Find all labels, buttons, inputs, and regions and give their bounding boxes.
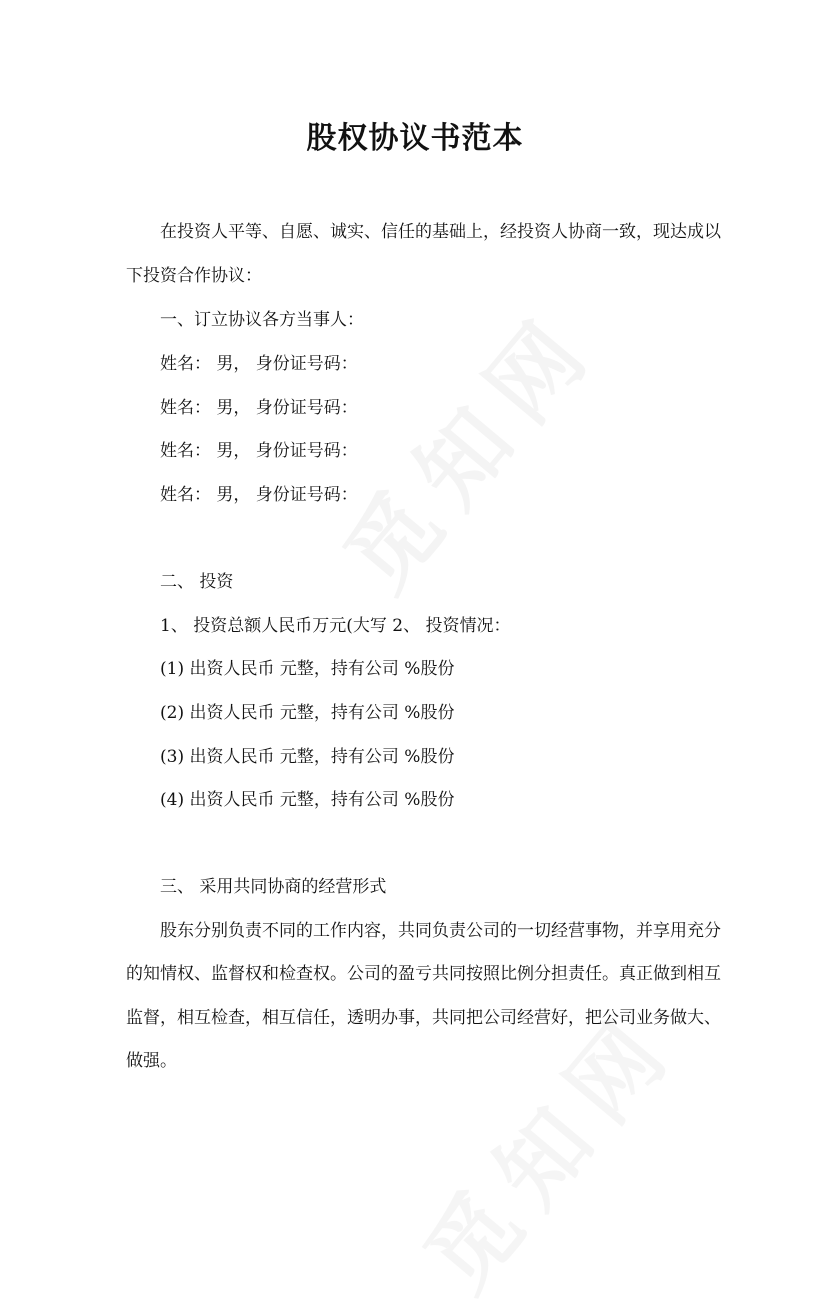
investment-line: 1、 投资总额人民币万元(大写 2、 投资情况： bbox=[160, 616, 511, 636]
party-line: 姓名： 男， 身份证号码： bbox=[160, 354, 358, 374]
section3-line-2: 的知情权、监督权和检查权。公司的盈亏共同按照比例分担责任。真正做到相互 bbox=[126, 964, 721, 984]
document-title: 股权协议书范本 bbox=[306, 121, 524, 156]
party-line: 姓名： 男， 身份证号码： bbox=[160, 485, 358, 505]
section2-heading: 二、 投资 bbox=[160, 572, 234, 592]
investor-line: (1) 出资人民币 元整，持有公司 %股份 bbox=[160, 659, 455, 679]
investor-line: (2) 出资人民币 元整，持有公司 %股份 bbox=[160, 703, 455, 723]
section3-heading: 三、 采用共同协商的经营形式 bbox=[160, 877, 387, 897]
section1-heading: 一、订立协议各方当事人： bbox=[160, 310, 364, 330]
section3-line-1: 股东分别负责不同的工作内容，共同负责公司的一切经营事物，并享用充分 bbox=[160, 921, 721, 941]
investor-line: (3) 出资人民币 元整，持有公司 %股份 bbox=[160, 747, 455, 767]
section3-line-3: 监督，相互检查，相互信任，透明办事，共同把公司经营好，把公司业务做大、 bbox=[126, 1008, 721, 1028]
intro-line-2: 下投资合作协议： bbox=[126, 266, 262, 286]
section3-line-4: 做强。 bbox=[126, 1051, 177, 1071]
investor-line: (4) 出资人民币 元整，持有公司 %股份 bbox=[160, 790, 455, 810]
intro-line-1: 在投资人平等、自愿、诚实、信任的基础上，经投资人协商一致，现达成以 bbox=[160, 222, 721, 242]
party-line: 姓名： 男， 身份证号码： bbox=[160, 441, 358, 461]
party-line: 姓名： 男， 身份证号码： bbox=[160, 398, 358, 418]
